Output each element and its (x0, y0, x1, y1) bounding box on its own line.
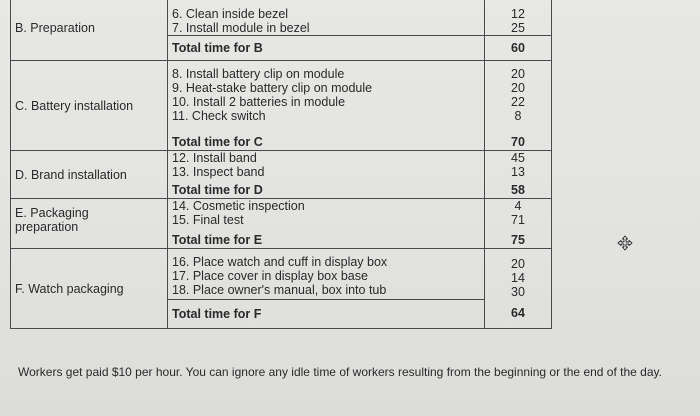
section-name-cell (11, 249, 168, 329)
time-value: 12 (511, 7, 525, 21)
task-line: 11. Check switch (172, 109, 266, 123)
times-cell (485, 61, 552, 151)
total-value: 60 (511, 41, 525, 55)
task-line: 14. Cosmetic inspection (172, 199, 305, 213)
time-value: 45 (511, 151, 525, 165)
section-name: D. Brand installation (15, 167, 127, 182)
task-line: 16. Place watch and cuff in display box (172, 255, 388, 269)
section-name: preparation (15, 219, 79, 234)
times-cell (485, 249, 552, 329)
time-value: 4 (514, 199, 522, 213)
time-value: 20 (511, 81, 525, 95)
task-line: 8. Install battery clip on module (172, 67, 345, 81)
total-value: 70 (511, 135, 525, 149)
section-name: E. Packaging (15, 205, 89, 220)
table-row (11, 0, 552, 61)
total-value: 64 (511, 305, 525, 320)
task-line: 17. Place cover in display box base (172, 269, 368, 283)
table-row (11, 249, 552, 329)
times-cell (485, 199, 552, 249)
total-label: Total time for E (172, 233, 263, 247)
tasks-cell (168, 0, 485, 61)
total-label: Total time for F (172, 307, 262, 321)
move-cursor-icon (617, 235, 633, 251)
time-value: 14 (511, 270, 525, 285)
time-value: 25 (511, 21, 525, 35)
time-value: 22 (511, 95, 525, 109)
total-label: Total time for D (172, 183, 263, 197)
table-row (11, 199, 552, 249)
total-value: 58 (511, 183, 525, 197)
time-value: 13 (511, 165, 525, 179)
task-line: 18. Place owner's manual, box into tub (172, 283, 387, 297)
task-line: 15. Final test (172, 213, 244, 227)
assembly-time-table (10, 0, 552, 329)
time-value: 20 (511, 256, 525, 271)
time-value: 8 (514, 109, 522, 123)
times-cell (485, 0, 552, 61)
table-row (11, 61, 552, 151)
total-value: 75 (511, 233, 525, 247)
time-value: 20 (511, 67, 525, 81)
task-line: 7. Install module in bezel (172, 21, 310, 35)
tasks-cell (168, 249, 485, 329)
task-line: 13. Inspect band (172, 165, 265, 179)
time-value: 30 (511, 284, 525, 299)
section-name-cell (11, 0, 168, 61)
total-label: Total time for B (172, 41, 263, 55)
total-label: Total time for C (172, 135, 263, 149)
footnote-text: Workers get paid $10 per hour. You can ignore any idle time of workers resulting from the beginning or the end of the day. (18, 365, 662, 379)
time-value: 71 (511, 213, 525, 227)
section-name-cell (11, 199, 168, 249)
task-line: 9. Heat-stake battery clip on module (172, 81, 373, 95)
task-line: 12. Install band (172, 151, 257, 165)
times-cell (485, 151, 552, 199)
section-name-cell (11, 151, 168, 199)
tasks-cell (168, 151, 485, 199)
section-name: B. Preparation (15, 20, 95, 35)
tasks-cell (168, 61, 485, 151)
section-name-cell (11, 61, 168, 151)
section-name: F. Watch packaging (15, 281, 124, 296)
table-row (11, 151, 552, 199)
section-name: C. Battery installation (15, 98, 134, 113)
task-line: 10. Install 2 batteries in module (172, 95, 346, 109)
task-line: 6. Clean inside bezel (172, 7, 289, 21)
tasks-cell (168, 199, 485, 249)
